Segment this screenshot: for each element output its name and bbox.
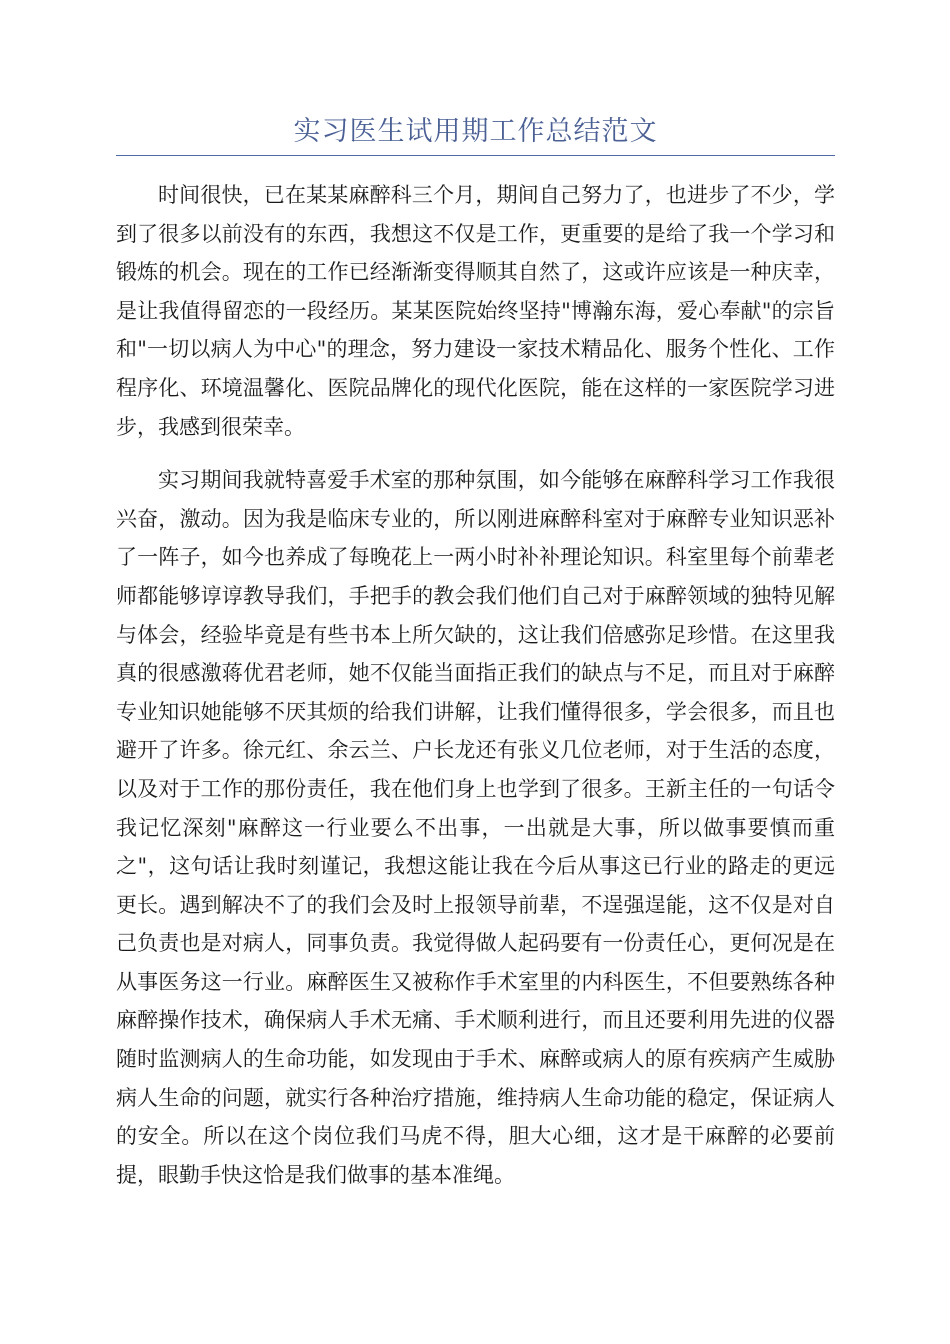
document-body [116, 176, 835, 1194]
document-title: 实习医生试用期工作总结范文 [293, 116, 658, 147]
paragraph-2: 实习期间我就特喜爱手术室的那种氛围，如今能够在麻醉科学习工作我很兴奋，激动。因为我是临床专业的，所以刚进麻醉科室对于麻醉专业知识恶补了一阵子，如今也养成了每晚花上一两小时补补理论知识。科室里每个前辈老师都能够谆谆教导我们，手把手的教会我们他们自己对于麻醉领域的独特见解与体会，经验毕竟是有些书本上所欠缺的，这让我们倍感弥足珍惜。在这里我真的很感激蒋优君老师，她不仅能当面指正我们的缺点与不足，而且对于麻醉专业知识她能够不厌其烦的给我们讲解，让我们懂得很多，学会很多，而且也避开了许多。徐元红、余云兰、户长龙还有张义几位老师，对于生活的态度，以及对于工作的那份责任，我在他们身上也学到了很多。王新主任的一句话令我记忆深刻"麻醉这一行业要么不出事，一出就是大事，所以做事要慎而重之"，这句话让我时刻谨记，我想这能让我在今后从事这已行业的路走的更远更长。遇到解决不了的我们会及时上报领导前辈，不逞强逞能，这不仅是对自己负责也是对病人，同事负责。我觉得做人起码要有一份责任心，更何况是在从事医务这一行业。麻醉医生又被称作手术室里的内科医生，不但要熟练各种麻醉操作技术，确保病人手术无痛、手术顺利进行，而且还要利用先进的仪器随时监测病人的生命功能，如发现由于手术、麻醉或病人的原有疾病产生威胁病人生命的问题，就实行各种治疗措施，维持病人生命功能的稳定，保证病人的安全。所以在这个岗位我们马虎不得，胆大心细，这才是干麻醉的必要前提，眼勤手快这恰是我们做事的基本准绳。 [116, 468, 835, 1187]
title-divider [116, 155, 835, 156]
paragraph-1: 时间很快，已在某某麻醉科三个月，期间自己努力了，也进步了不少，学到了很多以前没有的东西，我想这不仅是工作，更重要的是给了我一个学习和锻炼的机会。现在的工作已经渐渐变得顺其自然了，这或许应该是一种庆幸，是让我值得留恋的一段经历。某某医院始终坚持"博瀚东海，爱心奉献"的宗旨和"一切以病人为中心"的理念，努力建设一家技术精品化、服务个性化、工作程序化、环境温馨化、医院品牌化的现代化医院，能在这样的一家医院学习进步，我感到很荣幸。 [116, 183, 835, 439]
